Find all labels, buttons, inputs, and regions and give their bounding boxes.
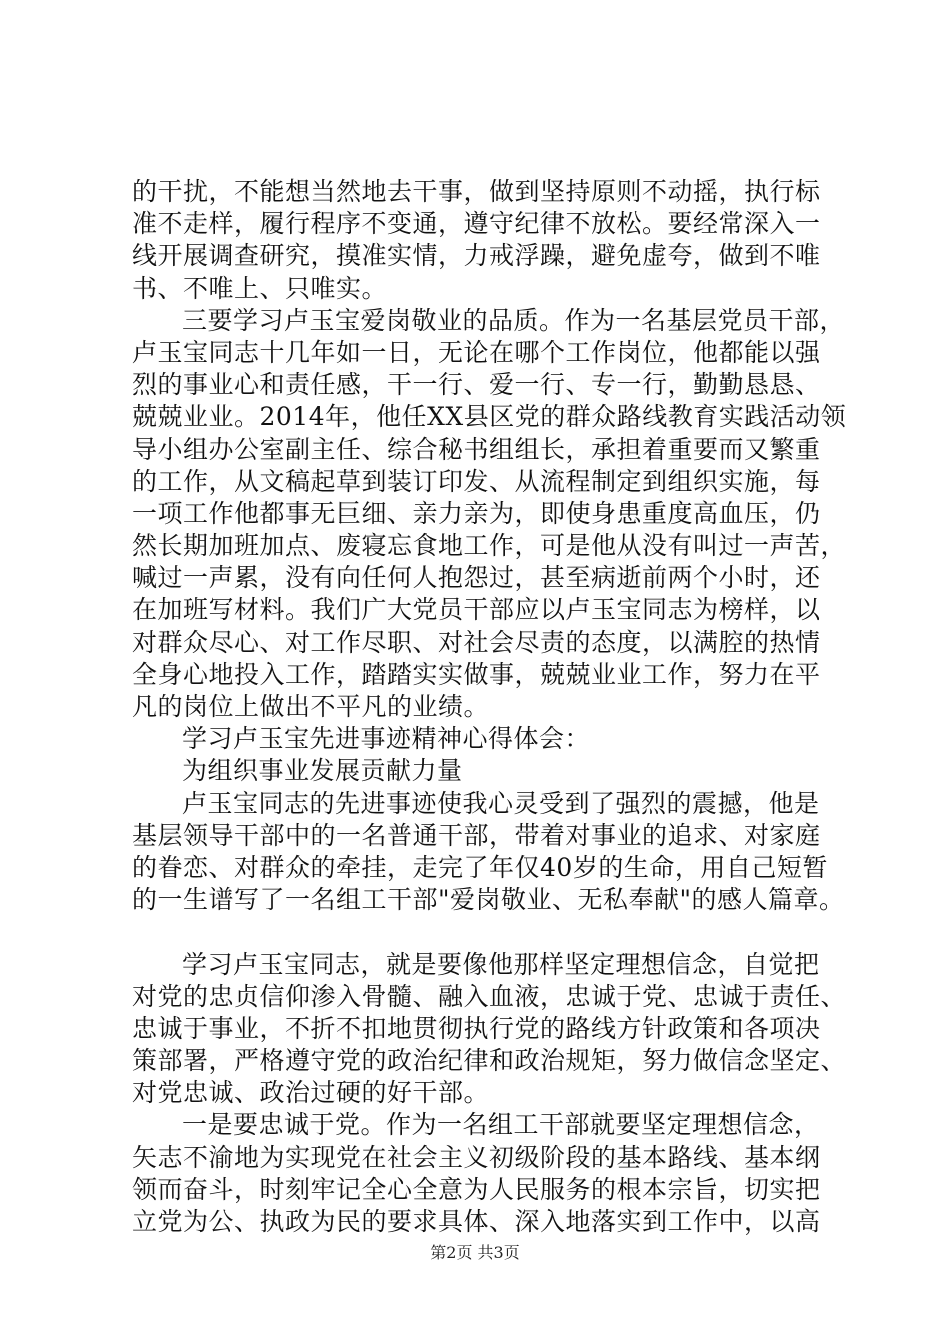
text-line: 立党为公、执政为民的要求具体、深入地落实到工作中，以高 (132, 1207, 821, 1236)
text-line: 卢玉宝同志十几年如一日，无论在哪个工作岗位，他都能以强 (132, 337, 821, 367)
paragraph-gap (132, 916, 852, 948)
text-line: 对党忠诚、政治过硬的好干部。 (132, 1078, 490, 1108)
text-line: 全身心地投入工作，踏踏实实做事，兢兢业业工作，努力在平 (132, 659, 821, 689)
paragraph-start-line: 卢玉宝同志的先进事迹使我心灵受到了强烈的震撼，他是 (182, 788, 820, 818)
text-line: 兢兢业业。2014年，他任XX县区党的群众路线教育实践活动领 (132, 402, 847, 432)
paragraph-start-line: 学习卢玉宝同志，就是要像他那样坚定理想信念，自觉把 (182, 949, 820, 979)
section-title: 学习卢玉宝先进事迹精神心得体会： (182, 724, 591, 754)
text-line: 对党的忠贞信仰渗入骨髓、融入血液，忠诚于党、忠诚于责任、 (132, 981, 847, 1011)
paragraph-start-line: 一是要忠诚于党。作为一名组工干部就要坚定理想信念， (182, 1110, 820, 1140)
text-line: 矢志不渝地为实现党在社会主义初级阶段的基本路线、基本纲 (132, 1142, 821, 1172)
text-line: 的干扰，不能想当然地去干事，做到坚持原则不动摇，执行标 (132, 177, 821, 206)
text-line: 在加班写材料。我们广大党员干部应以卢玉宝同志为榜样，以 (132, 595, 821, 625)
text-line: 策部署，严格遵守党的政治纪律和政治规矩，努力做信念坚定、 (132, 1046, 847, 1076)
page-number-footer: 第2页 共3页 (430, 1243, 520, 1262)
text-line: 忠诚于事业，不折不扣地贯彻执行党的路线方针政策和各项决 (132, 1013, 821, 1043)
text-line: 的工作，从文稿起草到装订印发、从流程制定到组织实施，每 (132, 466, 821, 496)
text-line: 导小组办公室副主任、综合秘书组组长，承担着重要而又繁重 (132, 434, 821, 464)
text-line: 一项工作他都事无巨细、亲力亲为，即使身患重度高血压，仍 (132, 498, 821, 528)
text-line: 的一生谱写了一名组工干部"爱岗敬业、无私奉献"的感人篇章。 (132, 885, 845, 915)
text-line: 的眷恋、对群众的牵挂，走完了年仅40岁的生命，用自己短暂 (132, 852, 828, 882)
text-line: 领而奋斗，时刻牢记全心全意为人民服务的根本宗旨，切实把 (132, 1174, 821, 1204)
text-line: 对群众尽心、对工作尽职、对社会尽责的态度，以满腔的热情 (132, 627, 821, 657)
text-line: 凡的岗位上做出不平凡的业绩。 (132, 692, 490, 721)
text-line: 基层领导干部中的一名普通干部，带着对事业的追求、对家庭 (132, 820, 821, 850)
text-line: 喊过一声累，没有向任何人抱怨过，甚至病逝前两个小时，还 (132, 563, 821, 593)
paragraph-start-line: 三要学习卢玉宝爱岗敬业的品质。作为一名基层党员干部， (182, 305, 846, 335)
text-line: 然长期加班加点、废寝忘食地工作，可是他从没有叫过一声苦， (132, 531, 847, 561)
text-line: 书、不唯上、只唯实。 (132, 273, 388, 303)
text-line: 准不走样，履行程序不变通，遵守纪律不放松。要经常深入一 (132, 209, 821, 239)
text-line: 烈的事业心和责任感，干一行、爱一行、专一行，勤勤恳恳、 (132, 370, 821, 400)
body-text (132, 176, 852, 1238)
section-subtitle: 为组织事业发展贡献力量 (182, 756, 463, 786)
text-line: 线开展调查研究，摸准实情，力戒浮躁，避免虚夸，做到不唯 (132, 241, 821, 271)
